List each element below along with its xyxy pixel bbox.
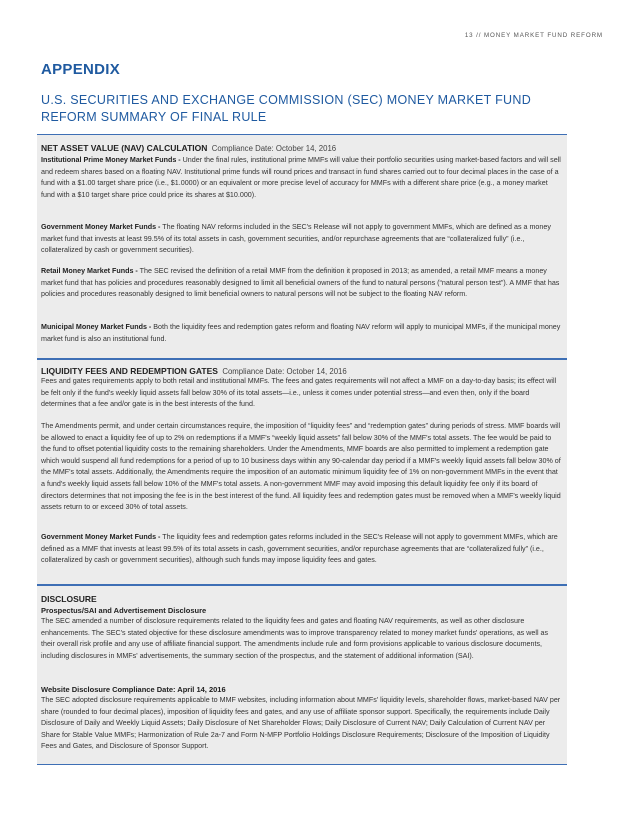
paragraph-text: The Amendments permit, and under certain circumstances require, the imposition of “liquidity fees” and “redemption gates” during periods of stress. MMF boards will be allowed to enact a liquidity fee of up to 2% on redemptions if a MMF's “weekly liquid assets” fall below 30% of the MMF's total assets. The fee would be paid to the fund to offset potential liquidity costs to the remaining shareholders. Under the Amendments, MMF boards are also permitted to implement a redemption gate which would suspend all fund redemptions for a period of up to 10 business days within any 90-calendar day period if a MMF's weekly liquid assets fall below 30% of the MMF's total assets. Additionally, the Amendments require the imposition of an automatic minimum liquidity fee of 1% on non-government MMFs in the event that a fund's weekly liquid assets fall below 10% of the MMF's total assets. A non-government MMF may avoid imposing this default liquidity fee only if its board of directors determines that not imposing the fee is in the best interest of the fund. All liquidity fees and redemption gates must be removed when a MMF's weekly liquid assets return to or exceed 30% of total assets. [41, 422, 561, 512]
prospectus-paragraph: The SEC amended a number of disclosure requirements related to the liquidity fees and gates and floating NAV requirements, as well as other disclosure enhancements. The SEC's stated objective for these disclosure amendments was to improve transparency related to money market funds' operations, as well as their overall risk profile and any use of affiliate financial support. The amendments include rule and form provisions applicable to various disclosure documents, including disclosures in MMFs' advertisements, the summary section of the prospectus, and the statement of additional information (SAI). [41, 617, 549, 660]
government-mmf-paragraph [41, 222, 562, 257]
fees-gates-paragraph [41, 376, 562, 411]
paragraph-lead: Municipal Money Market Funds - [41, 323, 152, 331]
paragraph-text: The SEC revised the definition of a retail MMF from the definition it proposed in 2013; as amended, a retail MMF means a money market fund that has policies and procedures reasonably designed to limit all beneficial owners of the fund to natural persons (“natural person test”). A MMF that has policies and procedures reasonably designed to limit beneficial owners to natural persons will not be subject to the floating NAV reform. [41, 267, 560, 299]
disclosure-section [37, 585, 567, 765]
prospectus-subheading: Prospectus/SAI and Advertisement Disclosure [41, 606, 207, 615]
paragraph-text: The liquidity fees and redemption gates reforms included in the SEC's Release will not apply to government MMFs, which are defined as a MMF that invests at least 99.5% of its total assets in cash, government securities, and/or repurchase agreements that are “collateralized fully” (i.e., collateralized by cash or government securities), although such funds may impose liquidity fees and gates. [41, 533, 558, 565]
nav-calculation-section [37, 134, 567, 359]
institutional-prime-paragraph [41, 155, 562, 201]
nav-section-heading [41, 143, 336, 153]
paragraph-text: Fees and gates requirements apply to both retail and institutional MMFs. The fees and gates requirements will not affect a MMF on a day-to-day basis; its effect will be felt only if the fund's weekly liquid assets fall below 30% of its total assets—i.e., unless it comes under potential stress—and even then, only if the board determines that a fee and/or gate is in the best interests of the fund. [41, 377, 557, 409]
website-disclosure-subheading: Website Disclosure Compliance Date: April 14, 2016 [41, 685, 226, 694]
liquidity-section-heading [41, 366, 347, 376]
main-title: U.S. SECURITIES AND EXCHANGE COMMISSION (SEC) MONEY MARKET FUND REFORM SUMMARY OF FINAL RULE [41, 93, 532, 124]
paragraph-lead: Retail Money Market Funds - [41, 267, 138, 275]
liquidity-fees-section [37, 359, 567, 585]
retail-mmf-paragraph [41, 266, 562, 301]
liquidity-heading-text: LIQUIDITY FEES AND REDEMPTION GATES [41, 366, 218, 376]
liquidity-compliance-date: Compliance Date: October 14, 2016 [222, 367, 347, 376]
paragraph-text: The floating NAV reforms included in the SEC's Release will not apply to government MMFs, which are defined as a money market fund that invests at least 99.5% of its total assets in cash, government securities, and/or repurchase agreements that are “collateralized fully” (i.e., collateralized by cash or government securities). [41, 223, 551, 255]
paragraph-text: Both the liquidity fees and redemption gates reform and floating NAV reform will apply to municipal MMFs, if the municipal money market fund is also an institutional fund. [41, 323, 561, 343]
paragraph-text: Under the final rules, institutional prime MMFs will value their portfolio securities using market-based factors and will sell and redeem shares based on a floating NAV. Institutional prime funds will round prices and transact in fund shares carried out to four decimal places in the case of a fund with a $1.00 target share price (i.e., $1.0000) or an equivalent or more precise level of accuracy for MMFs with a different share price (e.g., a money market fund with a $10 target share price could price its shares at $10.000). [41, 156, 561, 199]
nav-heading-text: NET ASSET VALUE (NAV) CALCULATION [41, 143, 208, 153]
page-header: 13 // MONEY MARKET FUND REFORM [464, 32, 603, 39]
municipal-mmf-paragraph [41, 322, 562, 345]
nav-compliance-date: Compliance Date: October 14, 2016 [211, 144, 337, 153]
amendments-paragraph [41, 421, 562, 514]
website-disclosure-paragraph: The SEC adopted disclosure requirements applicable to MMF websites, including information about MMFs' liquidity levels, shareholder flows, market-based NAV per share (rounded to four decimal places), imposition of liquidity fees and gates, and any use of affiliate sponsor support. Specifically, the requirements include Daily Disclosure of Daily and Weekly Liquid Assets; Daily Disclosure of Net Shareholder Flows; Daily Disclosure of Current NAV; Daily Calculation of Current NAV per Share for Stable Value MMFs; Harmonization of Rule 2a-7 and Form N-MFP Portfolio Holdings Disclosure Requirements; Disclosure of the Imposition of Liquidity Fees and Gates, and Disclosure of Sponsor Support. [41, 696, 561, 751]
appendix-title: APPENDIX [41, 61, 121, 78]
government-mmf-liquidity-paragraph [41, 532, 562, 567]
paragraph-lead: Government Money Market Funds - [41, 223, 161, 231]
disclosure-heading: DISCLOSURE [41, 594, 97, 604]
paragraph-lead: Institutional Prime Money Market Funds - [41, 156, 181, 164]
paragraph-lead: Government Money Market Funds - [41, 533, 161, 541]
